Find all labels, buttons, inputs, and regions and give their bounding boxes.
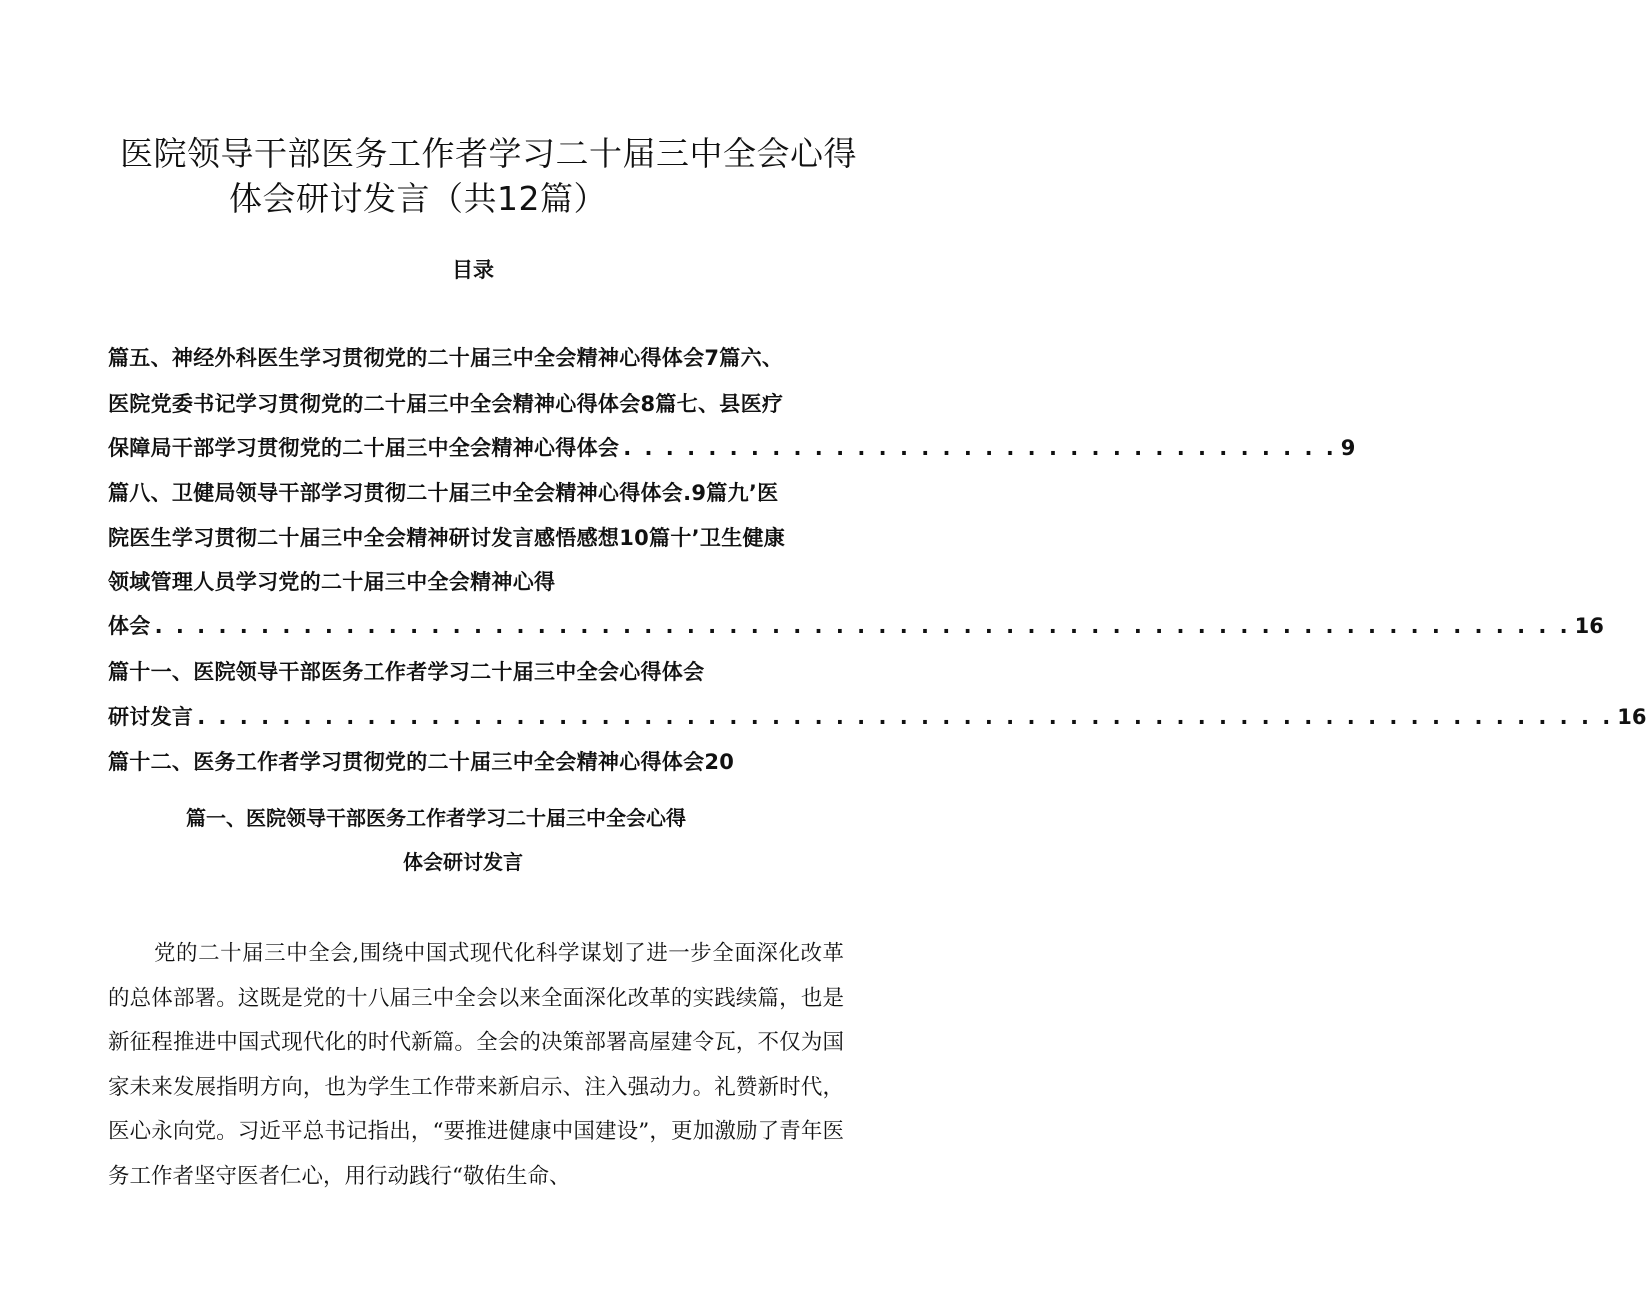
section-title-line-2: 体会研讨发言 <box>403 850 523 874</box>
toc-line <box>108 701 1646 731</box>
toc-heading: 目录 <box>452 258 494 282</box>
toc-line <box>108 432 1356 462</box>
toc-page-number: 16 <box>1617 705 1646 729</box>
toc-line-text: 体会 <box>108 614 151 638</box>
toc-line: 医院党委书记学习贯彻党的二十届三中全会精神心得体会8篇七、县医疗 <box>108 392 784 416</box>
toc-leader-dots: . . . . . . . . . . . . . . . . . . . . . . . . . . . . . . . . . . <box>623 436 1337 460</box>
toc-line-text: 研讨发言 <box>108 705 194 729</box>
body-paragraph: 党的二十届三中全会,围绕中国式现代化科学谋划了进一步全面深化改革的总体部署。这既是党的十八届三中全会以来全面深化改革的实践续篇，也是新征程推进中国式现代化的时代新篇。全会的决策部署高屋建令瓦，不仅为国家未来发展指明方向，也为学生工作带来新启示、注入强动力。礼赞新时代，医心永向党。习近平总书记指出，“要推进健康中国建设”，更加激励了青年医务工作者坚守医者仁心，用行动践行“敬佑生命、 <box>108 941 844 1189</box>
toc-leader-dots: . . . . . . . . . . . . . . . . . . . . . . . . . . . . . . . . . . . . . . . . . . . . . . . . . . . . . . . . . . . . . . . . . . . <box>154 614 1571 638</box>
toc-line: 院医生学习贯彻二十届三中全会精神研讨发言感悟感想10篇十’卫生健康 <box>108 526 786 550</box>
toc-page-number: 16 <box>1574 614 1604 638</box>
toc-page-number: 9 <box>1340 436 1356 460</box>
toc-line: 篇八、卫健局领导干部学习贯彻二十届三中全会精神心得体会.9篇九’医 <box>108 481 779 505</box>
section-title-line-1: 篇一、医院领导干部医务工作者学习二十届三中全会心得 <box>186 806 686 830</box>
document-title-line-2: 体会研讨发言（共12篇） <box>229 179 607 218</box>
toc-line: 篇十二、医务工作者学习贯彻党的二十届三中全会精神心得体会20 <box>108 750 735 774</box>
toc-line-text: 保障局干部学习贯彻党的二十届三中全会精神心得体会 <box>108 436 620 460</box>
toc-leader-dots: . . . . . . . . . . . . . . . . . . . . . . . . . . . . . . . . . . . . . . . . . . . . . . . . . . . . . . . . . . . . . . . . . . . <box>197 705 1614 729</box>
toc-line: 篇十一、医院领导干部医务工作者学习二十届三中全会心得体会 <box>108 660 705 684</box>
toc-line <box>108 610 1604 640</box>
toc-line: 篇五、神经外科医生学习贯彻党的二十届三中全会精神心得体会7篇六、 <box>108 346 784 370</box>
document-title-line-1: 医院领导干部医务工作者学习二十届三中全会心得 <box>120 134 857 173</box>
toc-line: 领域管理人员学习党的二十届三中全会精神心得 <box>108 570 556 594</box>
